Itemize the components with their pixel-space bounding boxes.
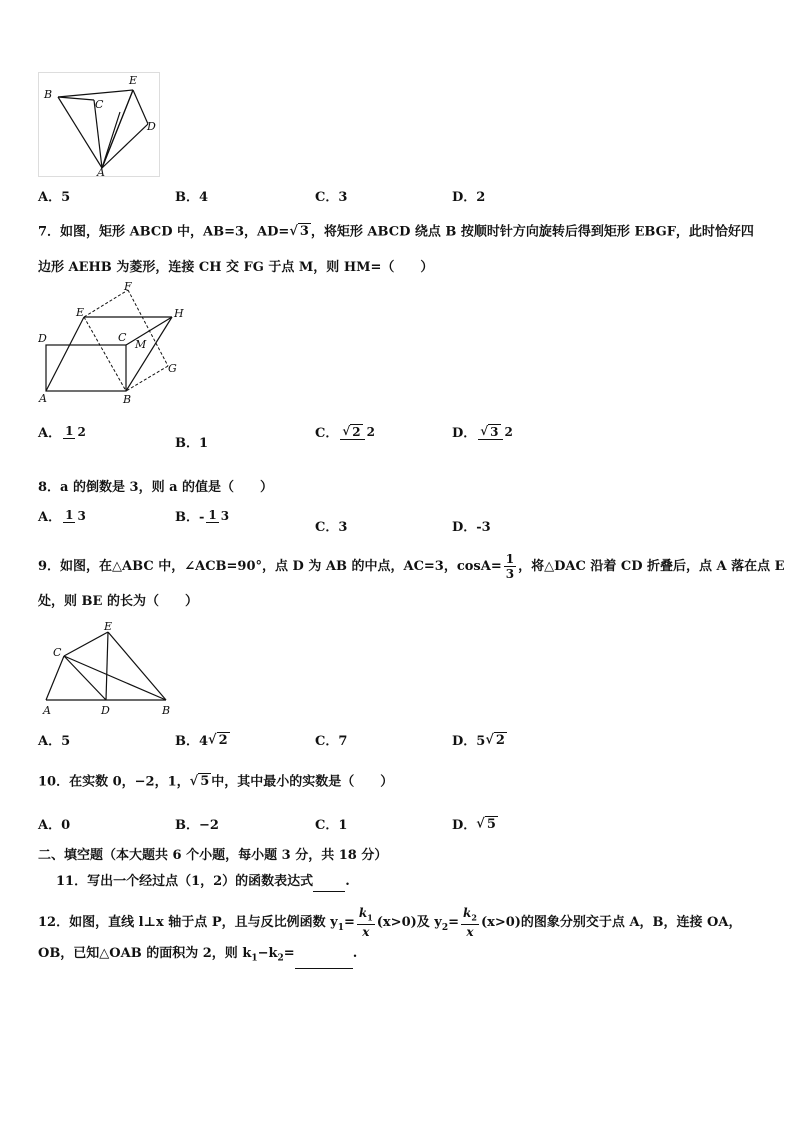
q7-label-f: F <box>124 282 132 293</box>
q9-option-d: D．5√ 2 <box>452 732 505 749</box>
q7-option-c: C． √ 2 2 <box>315 423 375 441</box>
q6-options <box>38 186 598 210</box>
q8-option-a: A． 1 3 <box>38 508 86 525</box>
k2-over-x: $\frac{k_2}{x}$ <box>463 906 477 940</box>
q7-label-c: C <box>118 331 127 344</box>
q12-line2: OB，已知△OAB 的面积为 2，则 $k_1-k_2=$ . <box>38 944 357 969</box>
q6-figure <box>38 72 162 180</box>
q7-option-d: D． √ 3 2 <box>452 423 513 441</box>
q6-label-b: B <box>44 88 53 101</box>
q7-label-a: A <box>39 392 47 405</box>
q8-option-c: C．3 <box>315 520 348 535</box>
q9-option-b: B．4√ 2 <box>175 732 228 749</box>
q9-label-e: E <box>104 620 113 633</box>
q9-label-a: A <box>43 704 51 717</box>
q7-option-b: B．1 <box>175 436 209 451</box>
q6-option-d: D．2 <box>452 190 486 205</box>
q7-label-g: G <box>168 362 177 375</box>
q11-text: 11．写出一个经过点（1，2）的函数表达式 . <box>56 872 350 892</box>
q6-option-c: C．3 <box>315 190 348 205</box>
q7-label-m: M <box>135 338 147 351</box>
q7-line1: 7．如图，矩形 ABCD 中，AB=3，AD=√ 3 ，将矩形 ABCD 绕点 B 按顺时针方向旋转后得到矩形 EBGF，此时恰好四 <box>38 222 754 243</box>
q12-answer-blank[interactable] <box>295 952 353 969</box>
q6-label-d: D <box>147 120 156 133</box>
q10-options <box>38 814 598 838</box>
q6-label-a: A <box>97 166 105 179</box>
q10-option-b: B．−2 <box>175 818 219 833</box>
q10-option-d: D．√ 5 <box>452 816 496 833</box>
q6-option-a: A．5 <box>38 190 71 205</box>
q10-text: 10．在实数 0，−2，1，√ 5 中，其中最小的实数是（ ） <box>38 772 393 793</box>
q9-option-a: A．5 <box>38 734 71 749</box>
k1-over-x: $\frac{k_1}{x}$ <box>358 906 373 940</box>
q9-figure <box>38 618 176 720</box>
q7-option-a: A． 1 2 <box>38 424 86 441</box>
q7-label-e: E <box>76 306 85 319</box>
q7-line2: 边形 AEHB 为菱形，连接 CH 交 FG 于点 M，则 HM=（ ） <box>38 260 434 275</box>
q8-text: 8．a 的倒数是 3，则 a 的值是（ ） <box>38 480 274 495</box>
cos-fraction: $\frac{1}{3}$ <box>505 552 515 581</box>
q9-label-d: D <box>101 704 110 717</box>
q6-option-b: B．4 <box>175 190 209 205</box>
q8-option-b: B．- 1 3 <box>175 508 230 525</box>
q10-option-c: C．1 <box>315 818 348 833</box>
q9-options <box>38 730 598 754</box>
q10-option-a: A．0 <box>38 818 71 833</box>
q9-option-c: C．7 <box>315 734 348 749</box>
q9-line1: 9．如图，在△ABC 中，∠ACB=90°，点 D 为 AB 的中点，AC=3，cosA= $\frac{1}{3}$ ，将△DAC 沿着 CD 折叠后，点 A 落在点 E <box>38 552 785 581</box>
q7-options <box>38 422 598 462</box>
sqrt-5: √ 5 <box>189 774 210 789</box>
section-2-heading: 二、填空题（本大题共 6 个小题，每小题 3 分，共 18 分） <box>38 848 388 863</box>
q8-option-d: D．-3 <box>452 520 491 535</box>
q11-answer-blank[interactable] <box>313 875 345 892</box>
q9-label-c: C <box>53 646 62 659</box>
q6-label-e: E <box>129 74 138 87</box>
q7-label-h: H <box>174 307 184 320</box>
q9-line2: 处，则 BE 的长为（ ） <box>38 594 198 609</box>
sqrt-3: √ 3 <box>289 224 309 239</box>
q9-label-b: B <box>162 704 171 717</box>
q7-label-d: D <box>38 332 47 345</box>
q7-label-b: B <box>123 393 132 406</box>
q7-figure <box>38 282 188 406</box>
q8-options <box>38 506 598 546</box>
q12-line1: 12．如图，直线 l⊥x 轴于点 P，且与反比例函数 $y_1=$ $\frac{k_1}{x}$ (x>0)及 $y_2=$ $\frac{k_2}{x}$ (x>0)的图象分别交于点 A，B，连接 OA， <box>38 906 742 940</box>
q6-label-c: C <box>95 98 104 111</box>
